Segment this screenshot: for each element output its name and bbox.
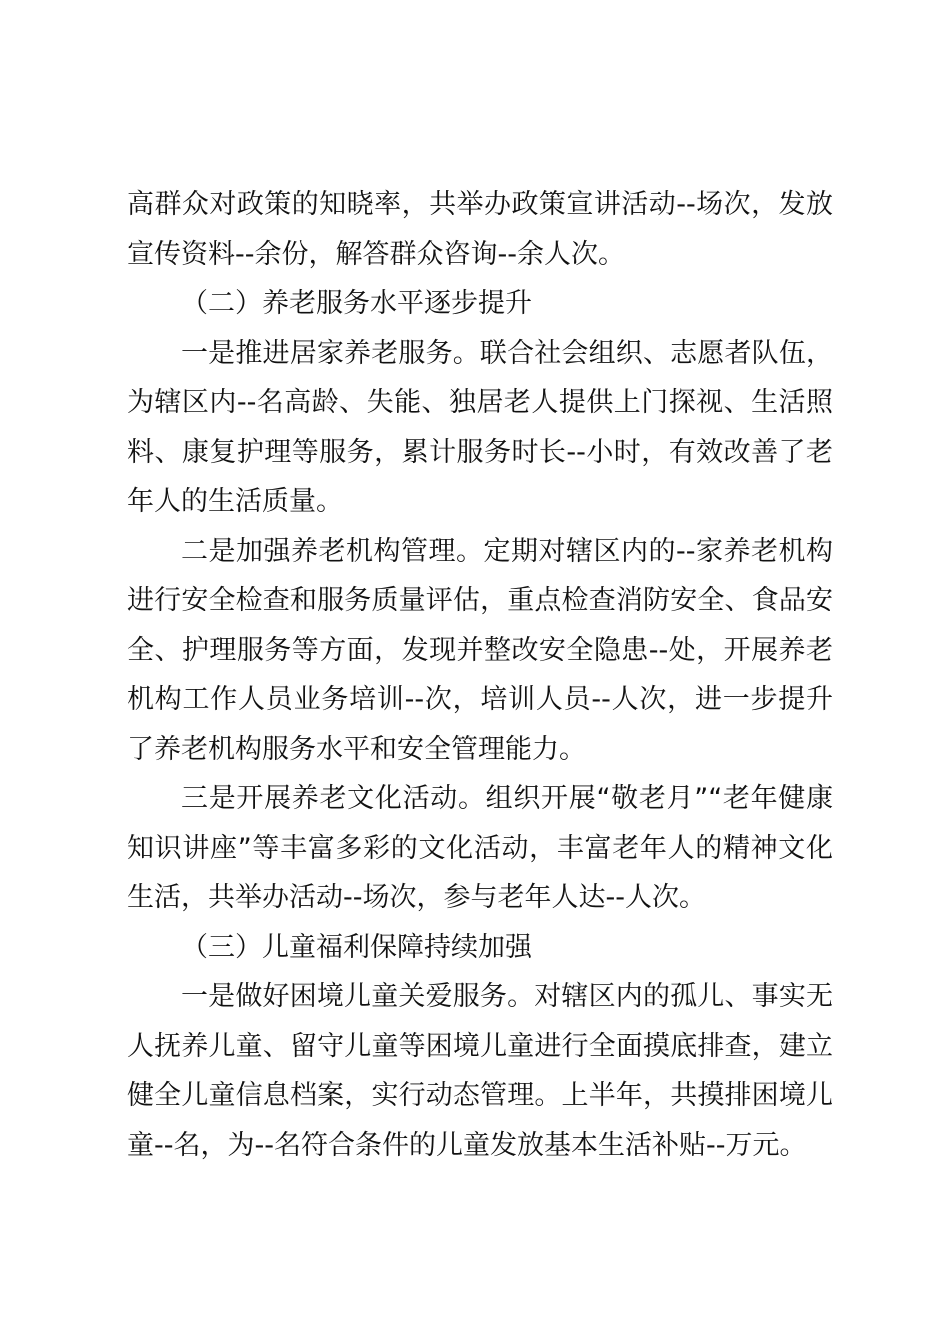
paragraph-culture-activities: 三是开展养老文化活动。组织开展“敬老月”“老年健康知识讲座”等丰富多彩的文化活动，丰富老年人的精神文化生活，共举办活动--场次，参与老年人达--人次。 xyxy=(127,783,833,913)
paragraph-institution-management: 二是加强养老机构管理。定期对辖区内的--家养老机构进行安全检查和服务质量评估，重点检查消防安全、食品安全、护理服务等方面，发现并整改安全隐患--处，开展养老机构工作人员业务培训--次，培训人员--人次，进一步提升了养老机构服务水平和安全管理能力。 xyxy=(127,535,833,765)
paragraph-continued: 高群众对政策的知晓率，共举办政策宣讲活动--场次，发放宣传资料--余份，解答群众咨询--余人次。 xyxy=(127,189,833,270)
section-heading-child-welfare: （三）儿童福利保障持续加强 xyxy=(181,931,532,963)
paragraph-home-care: 一是推进居家养老服务。联合社会组织、志愿者队伍，为辖区内--名高龄、失能、独居老人提供上门探视、生活照料、康复护理等服务，累计服务时长--小时，有效改善了老年人的生活质量。 xyxy=(127,337,833,517)
section-heading-elderly-care: （二）养老服务水平逐步提升 xyxy=(181,288,532,319)
paragraph-children-care: 一是做好困境儿童关爱服务。对辖区内的孤儿、事实无人抚养儿童、留守儿童等困境儿童进行全面摸底排查，建立健全儿童信息档案，实行动态管理。上半年，共摸排困境儿童--名，为--名符合条件的儿童发放基本生活补贴--万元。 xyxy=(127,981,833,1161)
document-body xyxy=(127,180,833,1170)
